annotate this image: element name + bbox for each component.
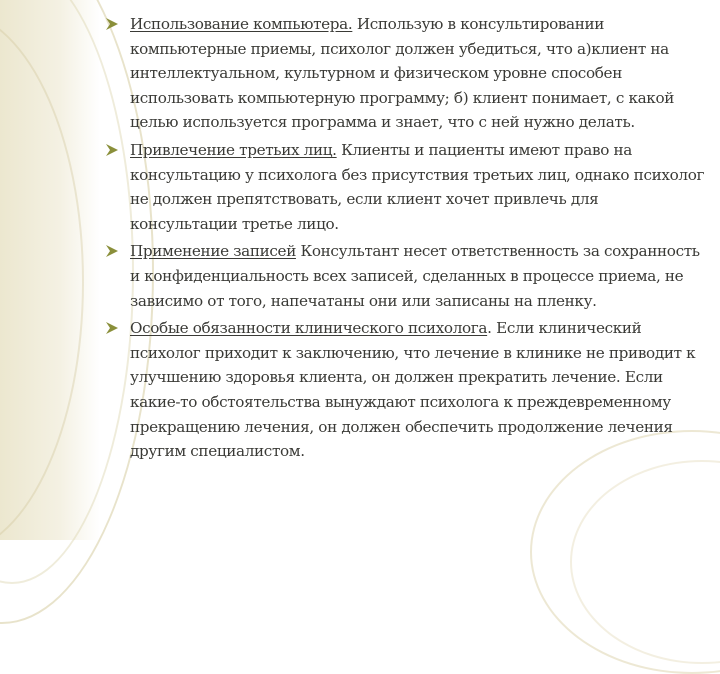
arrow-bullet-icon: [104, 16, 120, 32]
list-item: [104, 316, 710, 464]
list-item: [104, 12, 710, 135]
list-item: [104, 239, 710, 313]
item-body: . Если клинический психолог приходит к заключению, что лечение в клинике не приводит к улучшению здоровья клиента, он должен прекратить лечение. Если какие-то обстоятельства вынуждают психолога к преждевременному прекращению лечения, он должен обеспечить продолжение лечения другим специалистом.: [130, 319, 696, 461]
arrow-bullet-icon: [104, 320, 120, 336]
item-term: Привлечение третьих лиц.: [130, 140, 337, 159]
item-body: Использую в консультировании компьютерные приемы, психолог должен убедиться, что а)клиент на интеллектуальном, культурном и физическом уровне способен использовать компьютерную программу; б) клиент понимает, с какой целью используется программа и знает, что с ней нужно делать.: [130, 15, 675, 132]
item-body: Консультант несет ответственность за сохранность и конфиденциальность всех записей, сделанных в процессе приема, не зависимо от того, напечатаны они или записаны на пленку.: [130, 242, 700, 310]
arrow-bullet-icon: [104, 142, 120, 158]
arrow-bullet-icon: [104, 243, 120, 259]
list-item-text: [130, 12, 710, 135]
item-term: Использование компьютера.: [130, 15, 353, 33]
item-term: Особые обязанности клинического психолога: [130, 319, 488, 338]
slide-content: [104, 12, 710, 467]
list-item-text: [130, 239, 710, 313]
list-item: [104, 138, 710, 236]
list-item-text: [130, 138, 710, 236]
item-term: Применение записей: [130, 242, 296, 261]
list-item-text: [130, 316, 710, 464]
item-body: Клиенты и пациенты имеют право на консультацию у психолога без присутствия третьих лиц, однако психолог не должен препятствовать, если клиент хочет привлечь для консультации третье лицо.: [130, 140, 705, 233]
